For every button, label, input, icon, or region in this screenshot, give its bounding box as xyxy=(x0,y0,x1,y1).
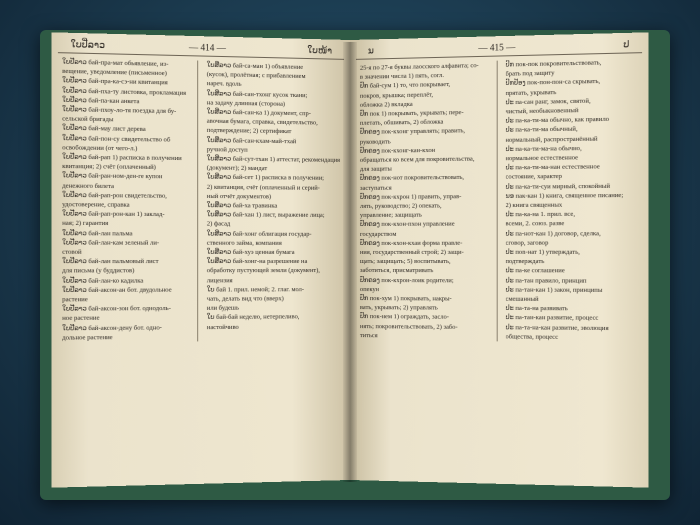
dictionary-entry-line: ໃບປີ່ລາວ бай-аксон-зон бот. однодоль- xyxy=(62,305,171,314)
dictionary-entry-line: покров, крышка; переплёт, xyxy=(359,90,434,100)
right-column-1 xyxy=(360,61,488,342)
dictionary-entry-line: ໃບສີລາວ бай-хуэ ценная бумага xyxy=(206,248,295,257)
dictionary-entry-line: растение xyxy=(62,296,88,304)
right-page-number: — 415 — xyxy=(478,41,516,53)
dictionary-entry-line: ໃບສີລາວ бай-хонг облигация государ- xyxy=(206,230,312,238)
dictionary-entry-line: ໃບສີລາວ бай-хан 1) лист, выражение лица; xyxy=(206,211,325,220)
dictionary-entry-line: ໃບສີລາວ бай-сан-ка 1) документ, спр- xyxy=(206,108,311,118)
dictionary-entry-line: дольное растение xyxy=(62,333,113,342)
dictionary-entry-line: обработку пустующей земли (документ), xyxy=(206,267,320,275)
dictionary-entry-line: ປົກຄອງ пок-кхон-пхон управление xyxy=(359,220,455,229)
dictionary-entry-line: освобождении (от чего-л.) xyxy=(62,144,138,153)
dictionary-entry-line: ໃບປີ່ລາວ бай-лан пальмовый лист xyxy=(62,258,159,266)
dictionary-entry-line: ປະ па-та-на развивать xyxy=(505,305,568,313)
dictionary-entry-line: 2) фасад xyxy=(206,220,231,229)
dictionary-entry-line: сговор, заговор xyxy=(505,239,549,247)
dictionary-entry-line: ໃບສີລາວ бай-сут-тхан 1) аттестат, рекомендация xyxy=(206,155,341,164)
dictionary-entry-line: опекун xyxy=(359,285,380,293)
dictionary-entry-line: ປະ па-тан правило, принцип xyxy=(505,276,587,285)
dictionary-entry-line: вать, укрывать; 2) управлять xyxy=(359,304,438,312)
dictionary-entry-line: ໃບປີ່ລາວ бай-рап 1) расписка в получении xyxy=(62,153,182,163)
dictionary-entry-line: нормальное естественное xyxy=(505,154,579,163)
dictionary-entry-line: ປົກຄອງ пок-кхонг-кан-кхон xyxy=(359,146,436,155)
dictionary-entry-line: нареч. вдоль xyxy=(206,80,242,89)
dictionary-entry-line: ປົກຄອງ пок-кхрон 1) править, управ- xyxy=(359,192,462,201)
dictionary-entry-line: ປະ па-ка-ти-суи мирный, спокойный xyxy=(505,182,611,191)
dictionary-entry-line: ໃບສີລາວ бай-сет 1) расписка в получении; xyxy=(206,174,325,183)
dictionary-entry-line: чистый, необыкновенный xyxy=(505,107,579,116)
dictionary-entry-line: ໃບປີ່ລາວ бай-пра-ка-сэ-ни квитанция xyxy=(62,77,168,87)
dictionary-entry-line: ປະ па-ка-ти-ма обычный, xyxy=(505,125,578,135)
dictionary-entry-line: чать, делать вид что (вверх) xyxy=(206,295,284,303)
dictionary-entry-line: ປົກຄອງ пок-нот покровительствовать, xyxy=(359,174,465,183)
dictionary-entry-line: ໃບປີ່ລາວ бай-па-кан анкета xyxy=(62,96,140,106)
dictionary-entry-line: ໃບສີລາວ бай-сан-кхам-май-тхай xyxy=(206,136,297,145)
dictionary-entry-line: обложка 2) вкладка xyxy=(359,100,413,109)
dictionary-entry-line: или будешь xyxy=(206,304,239,313)
dictionary-entry-line: ປະ па-сан ранг, замок, святой, xyxy=(505,97,591,107)
dictionary-entry-line: ໃບປີ່ລາວ бай-пха-ту листовка, прокламация xyxy=(62,86,187,97)
dictionary-entry-line: ປະ па-тан-кан развитие, процесс xyxy=(505,314,599,323)
dictionary-entry-line: щать; защищать; 5) воспитывать, xyxy=(359,258,451,266)
dictionary-entry-line: вещение, уведомление (письменное) xyxy=(62,67,167,78)
dictionary-entry-line: управление; защищать xyxy=(359,211,422,220)
dictionary-entry-line: ປະ па-нот-кан 1) договор, сделка, xyxy=(505,229,601,238)
dictionary-entry-line: ный отчёт документов) xyxy=(206,192,272,201)
dictionary-entry-line: ປົກປ້ອງ пок-пон-пон-са скрывать, xyxy=(505,78,601,88)
right-page-columns xyxy=(350,53,648,347)
dictionary-entry-line: ປະ па-ка-ти-ма-нан естественное xyxy=(505,163,600,172)
dictionary-entry-line: ния, государственный строй; 2) защи- xyxy=(359,248,464,257)
dictionary-entry-line: ນອ пак-кан 1) книга, священное писание; xyxy=(505,191,624,200)
dictionary-entry-line: ປະ па-ка-ти-ма обычно, как правило xyxy=(505,115,610,125)
dictionary-entry-line: государством xyxy=(359,230,397,238)
dictionary-entry-line: ная; 2) гарантия xyxy=(62,220,109,228)
dictionary-entry-line: ໃບປີ່ລາວ бай-аксон-дену бот. одно- xyxy=(62,324,162,333)
dictionary-entry-line: ственного займа, компания xyxy=(206,239,282,247)
dictionary-entry-line: руководить xyxy=(359,138,391,146)
column-divider xyxy=(496,61,497,342)
dictionary-entry-line: ປົກ пок-хум 1) покрывать, накры- xyxy=(359,295,452,303)
dictionary-entry-line: ໃບປີ່ລາວ бай-пон-су свидетельство об xyxy=(62,134,171,144)
dictionary-entry-line: подтверждение; 2) сертификат xyxy=(206,127,292,136)
dictionary-entry-line: заботиться, присматривать xyxy=(359,267,434,275)
dictionary-entry-line: ное растение xyxy=(62,315,100,323)
right-header-right: ປ xyxy=(623,39,630,50)
dictionary-entry-line: брать под защиту xyxy=(505,69,555,78)
book-spine-shadow xyxy=(343,42,357,482)
left-header-left: ໃບປີ່ລາວ xyxy=(70,39,106,51)
dictionary-entry-line: прятать, укрывать xyxy=(505,88,557,97)
dictionary-entry-line: 2) квитанция, счёт (оплаченный и серий- xyxy=(206,183,320,192)
dictionary-entry-line: ປົກ пок 1) покрывать, укрывать; пере- xyxy=(359,109,464,118)
column-divider xyxy=(198,61,199,342)
dictionary-entry-line: ປົກຄອງ пок-кхон-кхаи форма правле- xyxy=(359,239,463,247)
dictionary-entry-line: лять, руководство; 2) опекать, xyxy=(359,202,442,210)
dictionary-entry-line: стовой xyxy=(62,248,82,256)
dictionary-entry-line: заступаться xyxy=(359,184,392,192)
dictionary-entry-line: ໃບປີ່ລາວ бай-лан-ко кадилка xyxy=(62,277,144,285)
right-page xyxy=(350,32,648,487)
dictionary-entry-line: ໃບ бай-бай неделю, нетерпеливо, xyxy=(206,313,300,322)
dictionary-entry-line: плетать, обшивать, 2) обложка xyxy=(359,118,444,128)
dictionary-entry-line: для защиты xyxy=(359,165,392,174)
dictionary-entry-line: ປະ па-та-на-кан развитие, эволюция xyxy=(505,323,609,332)
dictionary-entry-line: обращаться ко всем для покровительства, xyxy=(359,155,475,164)
dictionary-entry-line: лицензия xyxy=(206,276,233,285)
dictionary-entry-line: ໃບສີລາວ бай-хонг-на разрешение на xyxy=(206,258,308,266)
dictionary-entry-line: ໃບປີ່ລາວ бай-пра-мат обьявление, из- xyxy=(62,58,169,69)
dictionary-entry-line: ໃບປີ່ລາວ бай-пхоу-ло-тя поездка для бу- xyxy=(62,106,177,116)
dictionary-entry-line: для письма (у буддистов) xyxy=(62,267,135,275)
dictionary-entry-line: состояние, характер xyxy=(505,173,562,182)
left-header-right: ໃບໜ້າ xyxy=(307,44,333,56)
dictionary-entry-line: всеми, 2. союз. разве xyxy=(505,220,565,228)
dictionary-entry-line: ປົກ пок-нем 1) ограждать, засло- xyxy=(359,313,449,322)
dictionary-entry-line: 25-я по 27-я буквы лаосского алфавита; со- xyxy=(359,62,479,72)
dictionary-entry-line: титься xyxy=(359,331,378,340)
dictionary-entry-line: на задачу длинная (сторона) xyxy=(206,99,286,108)
dictionary-entry-line: ໃບປີ່ລາວ бай-лан пальма xyxy=(62,229,133,238)
dictionary-entry-line: в значении числа 1) пять, согл. xyxy=(359,72,444,81)
left-column-1 xyxy=(62,57,189,342)
left-page xyxy=(52,32,350,487)
left-page-columns xyxy=(52,53,350,347)
right-header-left: ນ xyxy=(367,45,374,56)
dictionary-entry-line: денежного билета xyxy=(62,182,114,190)
dictionary-entry-line: 2) книга священных xyxy=(505,201,563,210)
dictionary-entry-line: ໃບປີ່ລາວ бай-ран-ном-ден-ге купон xyxy=(62,172,163,181)
dictionary-entry-line: (документ); 2) мандат xyxy=(206,164,268,173)
dictionary-entry-line: ໃບສີລາວ бай-ха травинка xyxy=(206,202,278,210)
dictionary-entry-line: ໃບປີ່ລາວ бай-рап-рон свидетельство, xyxy=(62,191,167,200)
dictionary-entry-line: ໃບ бай 1. прил. немой; 2. глаг. мол- xyxy=(206,286,304,294)
dictionary-entry-line: авочная бумага, справка, свидетельство, xyxy=(206,117,318,127)
dictionary-entry-line: ручной доступ xyxy=(206,145,248,154)
dictionary-entry-line: общества, процесс xyxy=(505,333,559,341)
dictionary-entry-line: ປະ па-ке соглашение xyxy=(505,267,565,275)
dictionary-entry-line: ໃບປີ່ລາວ бай-мау лист дерева xyxy=(62,125,146,134)
left-page-number: — 414 — xyxy=(188,41,226,54)
dictionary-entry-line: нять; покровительствовать, 2) забо- xyxy=(359,322,458,331)
dictionary-entry-line: ປົກຄອງ пок-кхрон-лоик родители; xyxy=(359,276,454,284)
dictionary-entry-line: ປົກ пок-пок покровительствовать, xyxy=(505,59,602,69)
dictionary-entry-line: ປົກຄອງ пок-кхонг управлять; править, xyxy=(359,127,466,137)
dictionary-entry-line: настойчиво xyxy=(206,323,239,331)
dictionary-entry-line: (кусок), пролётная; с прибавлением xyxy=(206,71,306,81)
left-column-2 xyxy=(207,61,340,342)
dictionary-entry-line: подтверждать xyxy=(505,258,545,266)
dictionary-entry-line: ໃບປີ່ລາວ бай-аксон-ан бот. двудольное xyxy=(62,286,172,294)
dictionary-entry-line: ໃບສີລາວ бай-сан-тхонг кусок ткани; xyxy=(206,89,308,99)
dictionary-entry-line: нормальный, распространённый xyxy=(505,135,598,144)
right-column-2 xyxy=(505,57,637,342)
dictionary-entry-line: ປົກ бай-сум 1) то, что покрывает, xyxy=(359,81,451,91)
dictionary-entry-line: квитанция; 2) счёт (оплаченный) xyxy=(62,163,156,172)
dictionary-entry-line: ປະ па-ка-на 1. прил. все, xyxy=(505,210,576,219)
dictionary-entry-line: ປະ па-тан-кан 1) закон, принципы xyxy=(505,286,603,294)
dictionary-entry-line: ປະ поn-нат 1) утверждать, xyxy=(505,248,580,256)
dictionary-entry-line: ໃບປີ່ລາວ бай-рап-рон-кан 1) заклад- xyxy=(62,210,165,219)
dictionary-entry-line: ໃບສີລາວ бай-са-ман 1) объявление xyxy=(206,61,304,71)
dictionary-entry-line: ໃບປີ່ລາວ бай-лан-кам зеленый ли- xyxy=(62,239,160,247)
dictionary-entry-line: удостоверение, справка xyxy=(62,201,130,209)
dictionary-entry-line: смешанный xyxy=(505,295,539,304)
dictionary-entry-line: ປະ па-ка-ти-ма-на обычно, xyxy=(505,144,582,153)
dictionary-entry-line: сельской бригады xyxy=(62,115,114,124)
